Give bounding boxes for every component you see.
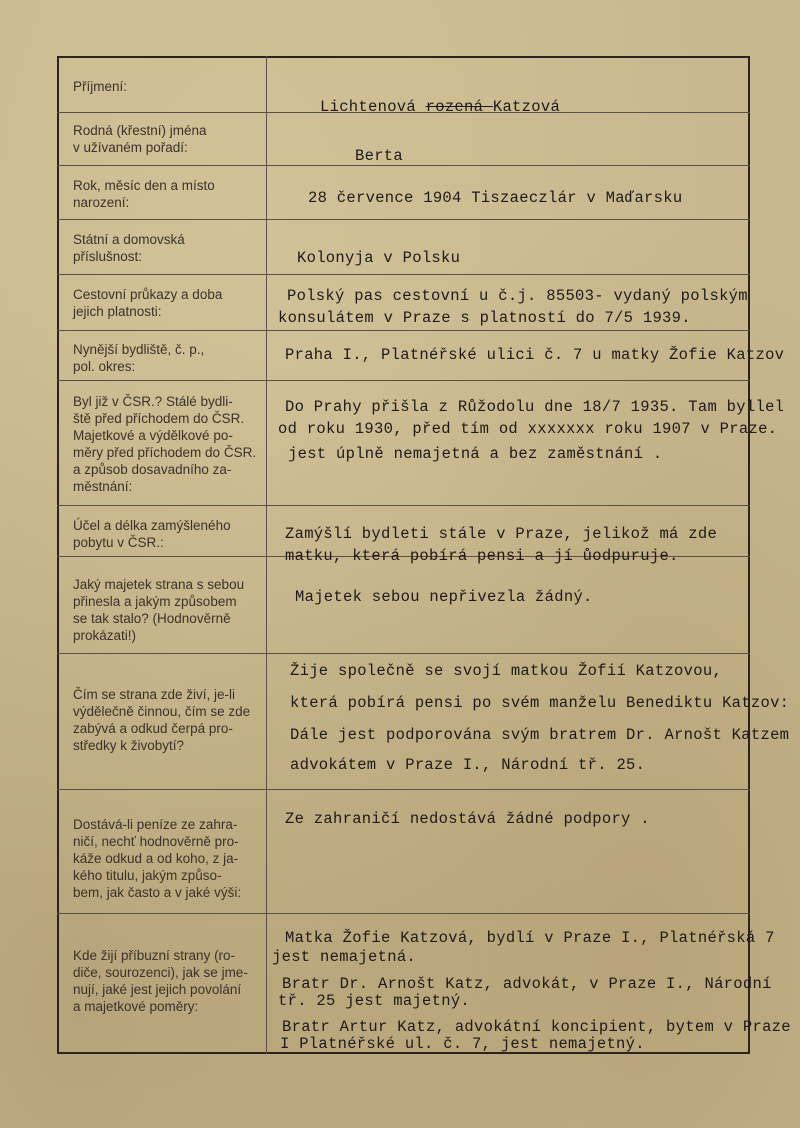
value-given-names: Berta [355, 147, 404, 165]
value-relatives-line-4: tř. 25 jest majetný. [278, 992, 471, 1010]
value-purpose-line-1: Zamýšlí bydleti stále v Praze, jelikož má zde [285, 525, 718, 543]
value-property: Majetek sebou nepřivezla žádný. [295, 588, 593, 606]
label-given-names: Rodná (křestní) jména v užívaném pořadí: [73, 123, 207, 155]
value-livelihood-line-4: advokátem v Praze I., Národní tř. 25. [290, 756, 646, 774]
value-livelihood-line-3: Dále jest podporována svým bratrem Dr. Arnošt Katzem [290, 726, 790, 744]
value-relatives-line-1: Matka Žofie Katzová, bydlí v Praze I., Platnéřská 7 [285, 929, 775, 947]
label-history: Byl již v ČSR.? Stálé bydli- ště před příchodem do ČSR. Majetkové a výdělkové po- měry před příchodem do ČSR. a způsob dosavadního za- městnání: [73, 394, 257, 494]
label-purpose: Účel a délka zamýšleného pobytu v ČSR.: [73, 518, 231, 550]
label-livelihood: Čím se strana zde živí, je-li výdělečně činnou, čím se zde zabývá a odkud čerpá pro- středky k živobytí? [73, 687, 251, 753]
label-travel-docs: Cestovní průkazy a doba jejich platnosti: [73, 287, 223, 319]
value-surname: Lichtenová rozená Katzová [320, 98, 561, 116]
value-residence: Praha I., Platnéřské ulici č. 7 u matky Žofie Katzov [285, 346, 785, 364]
label-citizenship: Státní a domovská příslušnost: [73, 232, 185, 264]
label-birth: Rok, měsíc den a místo narození: [73, 178, 215, 210]
value-relatives-line-3: Bratr Dr. Arnošt Katz, advokát, v Praze I., Národní [282, 975, 772, 993]
value-travel-docs-line-1: Polský pas cestovní u č.j. 85503- vydaný polským [287, 287, 748, 305]
label-residence: Nynější bydliště, č. p., pol. okres: [73, 342, 205, 374]
value-birth: 28 července 1904 Tiszaeczlár v Maďarsku [308, 189, 683, 207]
label-foreign-funds: Dostává-li peníze ze zahra- ničí, nechť hodnověrně pro- káže odkud a od koho, z ja- kého titulu, jakým způso- bem, jak často a v jaké výši: [73, 817, 242, 900]
label-surname: Příjmení: [73, 79, 128, 94]
value-history-line-3: jest úplně nemajetná a bez zaměstnání . [288, 445, 663, 463]
value-relatives-line-5: Bratr Artur Katz, advokátní koncipient, bytem v Praze [282, 1018, 791, 1036]
value-history-line-1: Do Prahy přišla z Růžodolu dne 18/7 1935. Tam byllel [285, 398, 785, 416]
value-history-line-2: od roku 1930, před tím od xxxxxxx roku 1907 v Praze. [278, 420, 778, 438]
value-relatives-line-6: I Platnéřské ul. č. 7, jest nemajetný. [280, 1035, 645, 1053]
value-livelihood-line-1: Žije společně se svojí matkou Žofií Katzovou, [290, 662, 723, 680]
value-citizenship: Kolonyja v Polsku [297, 249, 461, 267]
value-livelihood-line-2: která pobírá pensi po svém manželu Benediktu Katzov: [290, 694, 790, 712]
value-relatives-line-2: jest nemajetná. [272, 948, 417, 966]
value-purpose-line-2: matku, která pobírá pensi a jí ůodpuruje. [285, 547, 679, 565]
value-travel-docs-line-2: konsulátem v Praze s platností do 7/5 1939. [278, 309, 691, 327]
label-relatives: Kde žijí příbuzní strany (ro- diče, sourozenci), jak se jme- nují, jaké jest jejich povolání a majetkové poměry: [73, 948, 248, 1014]
value-foreign-funds: Ze zahraničí nedostává žádné podpory . [285, 810, 650, 828]
label-property: Jaký majetek strana s sebou přinesla a jakým způsobem se tak stalo? (Hodnověrně prokázati!) [73, 577, 245, 643]
